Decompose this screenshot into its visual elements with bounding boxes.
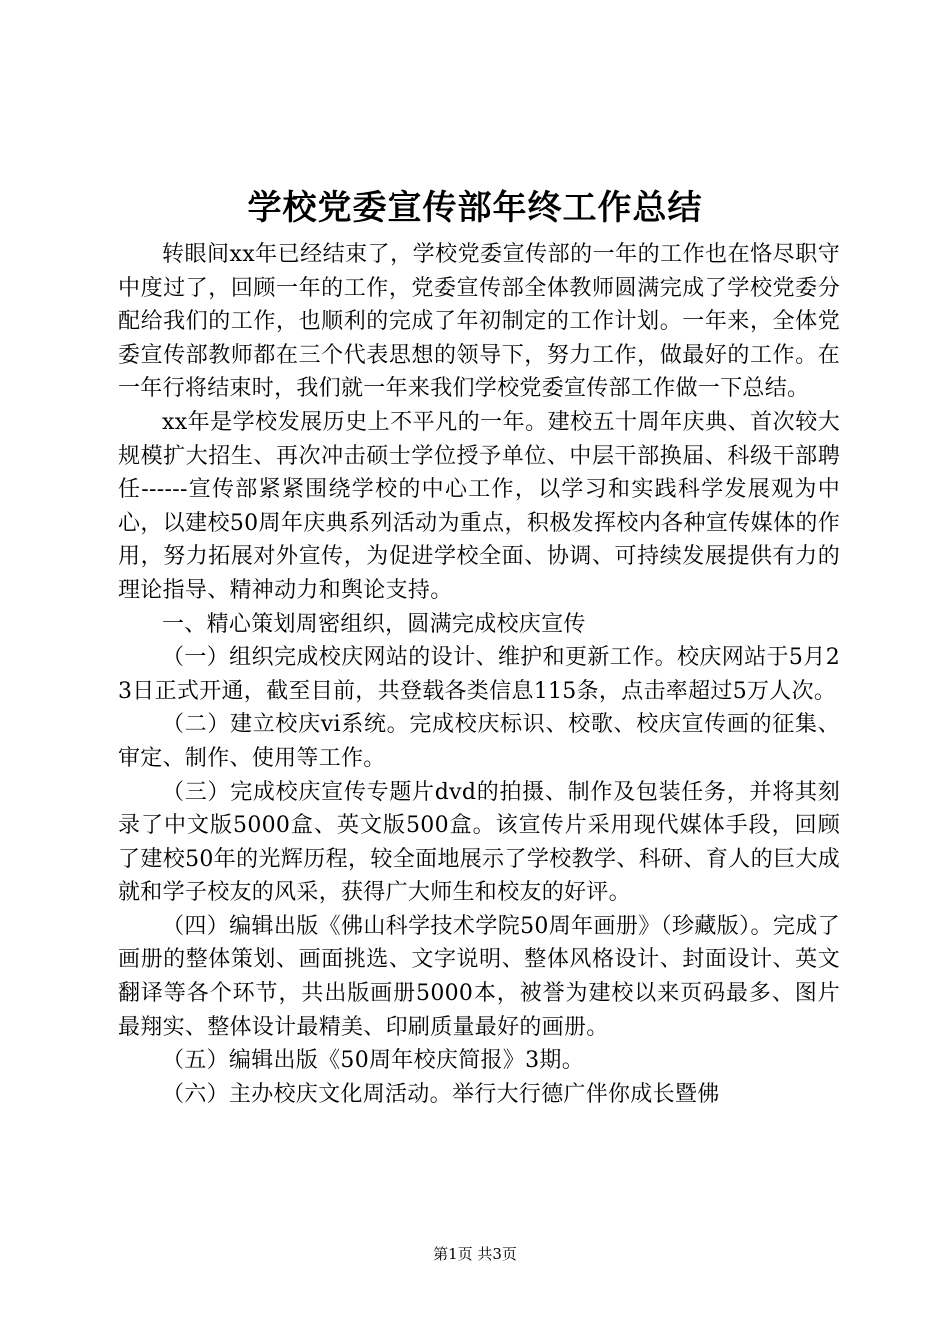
paragraph-item-3: （三）完成校庆宣传专题片dvd的拍摄、制作及包装任务，并将其刻录了中文版5000盒、英文版500盒。该宣传片采用现代媒体手段，回顾了建校50年的光辉历程，较全面地展示了学校教学、科研、育人的巨大成就和学子校友的风采，获得广大师生和校友的好评。 xyxy=(118,779,840,906)
page-number-footer: 第1页 共3页 xyxy=(433,1245,517,1263)
paragraph-item-2: （二）建立校庆vi系统。完成校庆标识、校歌、校庆宣传画的征集、审定、制作、使用等工作。 xyxy=(118,712,840,771)
section-heading-1: 一、精心策划周密组织，圆满完成校庆宣传 xyxy=(162,611,586,637)
paragraph-intro: 转眼间xx年已经结束了，学校党委宣传部的一年的工作也在恪尽职守中度过了，回顾一年的工作，党委宣传部全体教师圆满完成了学校党委分配给我们的工作，也顺利的完成了年初制定的工作计划。一年来，全体党委宣传部教师都在三个代表思想的领导下，努力工作，做最好的工作。在一年行将结束时，我们就一年来我们学校党委宣传部工作做一下总结。 xyxy=(118,242,840,402)
paragraph-item-6: （六）主办校庆文化周活动。举行大行德广伴你成长暨佛 xyxy=(162,1081,720,1107)
paragraph-overview: xx年是学校发展历史上不平凡的一年。建校五十周年庆典、首次较大规模扩大招生、再次冲击硕士学位授予单位、中层干部换届、科级干部聘任------宣传部紧紧围绕学校的中心工作，以学习和实践科学发展观为中心，以建校50周年庆典系列活动为重点，积极发挥校内各种宣传媒体的作用，努力拓展对外宣传，为促进学校全面、协调、可持续发展提供有力的理论指导、精神动力和舆论支持。 xyxy=(118,409,840,603)
paragraph-item-4: （四）编辑出版《佛山科学技术学院50周年画册》（珍藏版）。完成了画册的整体策划、画面挑选、文字说明、整体风格设计、封面设计、英文翻译等各个环节，共出版画册5000本，被誉为建校以来页码最多、图片最翔实、整体设计最精美、印刷质量最好的画册。 xyxy=(118,913,840,1040)
paragraph-item-1: （一）组织完成校庆网站的设计、维护和更新工作。校庆网站于5月23日正式开通，截至目前，共登载各类信息115条，点击率超过5万人次。 xyxy=(118,645,840,704)
document-body xyxy=(118,238,840,1111)
paragraph-item-5: （五）编辑出版《50周年校庆简报》3期。 xyxy=(162,1048,584,1074)
document-title: 学校党委宣传部年终工作总结 xyxy=(247,188,703,228)
